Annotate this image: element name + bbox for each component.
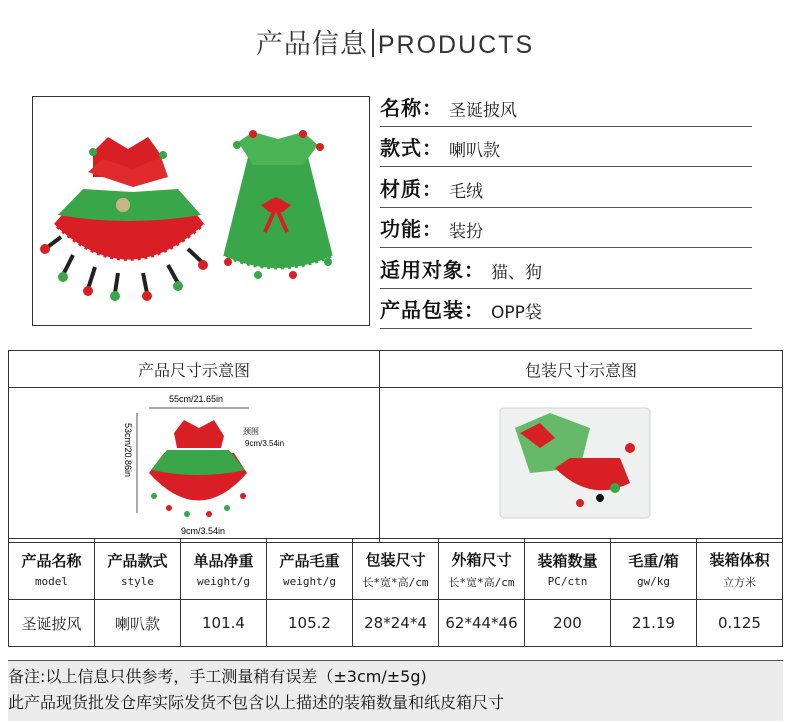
table-cell: 28*24*4	[353, 600, 439, 647]
header-cell: 产品款式 style	[95, 539, 181, 600]
table-cell: 105.2	[267, 600, 353, 647]
package-diagram-title: 包装尺寸示意图	[380, 351, 783, 388]
header-cell: 包装尺寸 长*宽*高/cm	[353, 539, 439, 600]
size-diagram	[9, 388, 380, 543]
title-en: PRODUCTS	[377, 31, 535, 59]
info-row-function: 功能： 装扮	[380, 208, 752, 249]
diagram-table	[8, 350, 783, 543]
info-row-style: 款式： 喇叭款	[380, 127, 752, 168]
info-row-packaging: 产品包装： OPP袋	[380, 289, 752, 330]
neck-label: 颈围	[243, 427, 259, 436]
product-info-list	[380, 86, 752, 329]
product-photo	[32, 96, 370, 326]
header-cell: 外箱尺寸 长*宽*高/cm	[439, 539, 525, 600]
table-cell: 喇叭款	[95, 600, 181, 647]
table-cell: 0.125	[697, 600, 783, 647]
header-cell: 产品名称 model	[9, 539, 95, 600]
notes-box	[8, 660, 783, 721]
header-cell: 装箱数量 PC/ctn	[525, 539, 611, 600]
info-row-material: 材质： 毛绒	[380, 167, 752, 208]
bottom-label: 9cm/3.54in	[181, 526, 226, 536]
note-line-1: 备注:以上信息只供参考，手工测量稍有误差（±3cm/±5g)	[8, 667, 427, 686]
package-diagram	[380, 388, 783, 543]
info-row-target: 适用对象： 猫、狗	[380, 248, 752, 289]
cape-size-illustration	[149, 420, 247, 517]
table-cell: 200	[525, 600, 611, 647]
title-divider	[372, 29, 374, 57]
note-line-2: 此产品现货批发仓库实际发货不包含以上描述的装箱数量和纸皮箱尺寸	[8, 693, 505, 712]
neck-value: 9cm/3.54in	[245, 439, 285, 448]
table-cell: 62*44*46	[439, 600, 525, 647]
info-row-name: 名称： 圣诞披风	[380, 86, 752, 127]
green-cape-illustration	[223, 130, 333, 279]
table-cell: 101.4	[181, 600, 267, 647]
width-label: 55cm/21.65in	[169, 394, 224, 404]
header-cell: 单品净重 weight/g	[181, 539, 267, 600]
parameter-table	[8, 538, 783, 647]
table-cell: 圣诞披风	[9, 600, 95, 647]
header-cell: 产品毛重 weight/g	[267, 539, 353, 600]
table-cell: 21.19	[611, 600, 697, 647]
red-cape-illustration	[40, 137, 208, 301]
header-cell: 装箱体积 立方米	[697, 539, 783, 600]
title-cn: 产品信息	[255, 29, 368, 60]
size-diagram-title: 产品尺寸示意图	[9, 351, 380, 388]
page-title	[0, 22, 790, 61]
header-cell: 毛重/箱 gw/kg	[611, 539, 697, 600]
height-label: 53cm/20.86in	[123, 423, 133, 478]
